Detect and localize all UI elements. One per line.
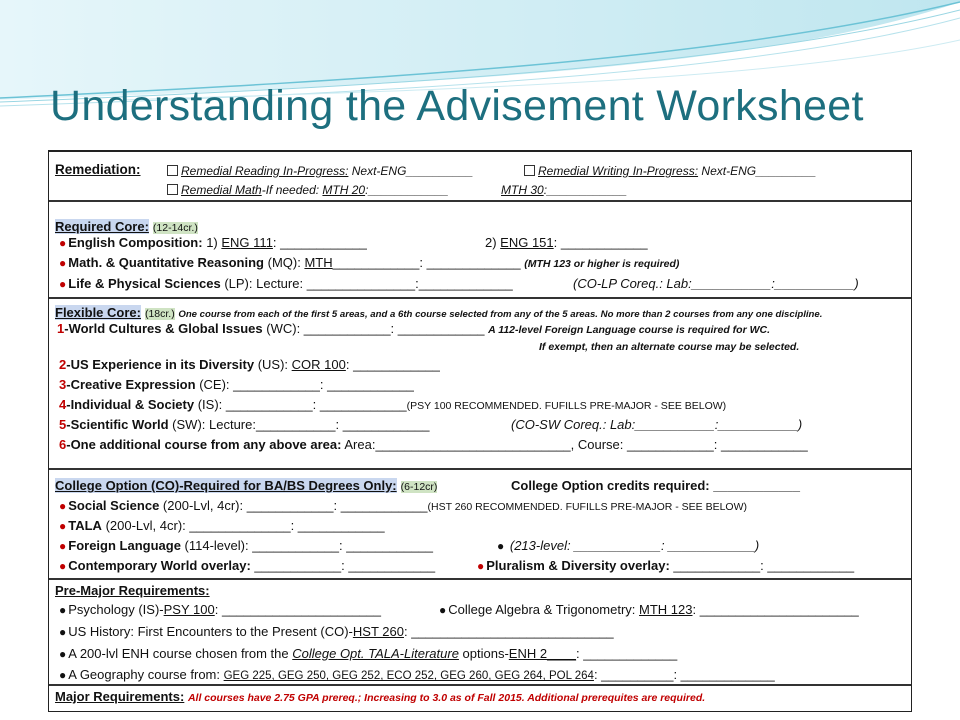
- major-row: [55, 689, 705, 706]
- pre-major-header: Pre-Major Requirements:: [55, 583, 210, 598]
- tala-blanks[interactable]: (200-Lvl, 4cr): ______________: ____________: [101, 518, 385, 533]
- major-section: [49, 686, 911, 712]
- pluralism-blanks[interactable]: ____________: ____________: [669, 558, 855, 573]
- psychology-course: PSY 100: [163, 602, 215, 617]
- us-row: [59, 357, 440, 373]
- is-label: -Individual & Society: [66, 397, 195, 412]
- advisement-worksheet: [48, 150, 912, 712]
- is-blanks[interactable]: (IS): ____________: ____________: [194, 397, 407, 412]
- life-sciences-row: [59, 276, 513, 292]
- sw-blanks[interactable]: (SW): Lecture:___________: ____________: [168, 417, 430, 432]
- geography-blanks[interactable]: : __________: _____________: [593, 667, 775, 682]
- ce-number: 3: [59, 377, 67, 392]
- us-number: 2: [59, 357, 67, 372]
- wc-note-2: If exempt, then an alternate course may be selected.: [539, 341, 800, 353]
- social-science-note: (HST 260 RECOMMENDED. FUFILLS PRE-MAJOR - SEE BELOW): [427, 501, 748, 513]
- english-comp-label: English Composition:: [68, 235, 203, 250]
- is-row: [59, 397, 726, 414]
- foreign-language-label: Foreign Language: [68, 538, 181, 553]
- mth20-label: MTH 20: [322, 183, 366, 197]
- bullet-icon: ●: [59, 499, 67, 513]
- bullet-icon: ●: [59, 256, 67, 270]
- math-note: (MTH 123 or higher is required): [524, 258, 680, 270]
- algebra-label: College Algebra & Trigonometry:: [448, 602, 640, 617]
- remediation-header: Remediation:: [55, 162, 141, 177]
- remedial-math-checkbox[interactable]: [167, 184, 178, 195]
- life-sciences-lecture[interactable]: (LP): Lecture: _______________:_____________: [220, 276, 513, 291]
- wc-number: 1: [57, 321, 65, 336]
- math-label: Math. & Quantitative Reasoning: [68, 255, 264, 270]
- ce-blanks[interactable]: (CE): ____________: ____________: [195, 377, 414, 392]
- tala-row: [59, 518, 385, 534]
- us-label: -US Experience in its Diversity: [66, 357, 255, 372]
- remedial-math-row: [167, 182, 449, 198]
- enh-course[interactable]: ENH 2____: [508, 646, 577, 661]
- psychology-blank[interactable]: : ______________________: [214, 602, 382, 617]
- remedial-math-if: -If needed:: [261, 183, 320, 197]
- us-history-course: HST 260: [352, 624, 404, 639]
- mth30-row: [501, 182, 627, 198]
- additional-blanks[interactable]: Area:___________________________, Course: ____________: ____________: [341, 437, 808, 452]
- wc-note: A 112-level Foreign Language course is required for WC.: [488, 324, 770, 336]
- additional-row: [59, 437, 808, 453]
- slide-title: Understanding the Advisement Worksheet: [50, 82, 864, 130]
- algebra-row: [439, 602, 859, 618]
- remediation-section: [49, 152, 911, 202]
- us-history-row: [59, 624, 614, 640]
- remedial-reading-row: [167, 163, 473, 179]
- mth20-blank[interactable]: :____________: [365, 183, 449, 197]
- remedial-writing-label: Remedial Writing In-Progress:: [538, 164, 699, 178]
- enh-label: A 200-lvl ENH course chosen from the: [68, 646, 293, 661]
- college-option-header-row: [55, 478, 437, 495]
- major-header: Major Requirements:: [55, 689, 185, 704]
- bullet-icon: ●: [59, 519, 67, 533]
- bullet-icon: ●: [59, 668, 67, 682]
- math-mth: MTH: [304, 255, 333, 270]
- ce-row: [59, 377, 414, 393]
- additional-label: -One additional course from any above area:: [66, 437, 342, 452]
- psychology-row: [59, 602, 381, 618]
- college-option-section: [49, 470, 911, 580]
- bullet-icon: ●: [59, 647, 67, 661]
- contemporary-world-row: [59, 558, 435, 574]
- social-science-label: Social Science: [68, 498, 160, 513]
- is-number: 4: [59, 397, 67, 412]
- college-option-credits-required[interactable]: College Option credits required: ____________: [511, 478, 801, 493]
- required-core-credits: (12-14cr.): [152, 222, 198, 234]
- pre-major-section: [49, 580, 911, 686]
- bullet-icon: ●: [59, 603, 67, 617]
- enh-row: [59, 646, 677, 662]
- is-note: (PSY 100 RECOMMENDED. FUFILLS PRE-MAJOR - SEE BELOW): [406, 400, 727, 412]
- wc-blanks[interactable]: (WC): ____________: ____________: [262, 321, 485, 336]
- additional-number: 6: [59, 437, 67, 452]
- pluralism-label: Pluralism & Diversity overlay:: [486, 558, 670, 573]
- foreign-language-blanks[interactable]: (114-level): ____________: ____________: [180, 538, 433, 553]
- geography-label: A Geography course from:: [68, 667, 224, 682]
- flexible-core-section: [49, 299, 911, 470]
- flexible-core-credits: (18cr.): [144, 308, 175, 320]
- english-2: 2): [485, 235, 501, 250]
- bullet-icon: ●: [59, 559, 67, 573]
- life-coreq[interactable]: (CO-LP Coreq.: Lab:___________:___________): [573, 276, 859, 291]
- psychology-label: Psychology (IS)-: [68, 602, 164, 617]
- college-option-header: College Option (CO)-Required for BA/BS Degrees Only:: [55, 478, 397, 493]
- us-history-blank[interactable]: : ____________________________: [403, 624, 614, 639]
- algebra-blank[interactable]: : ______________________: [692, 602, 859, 617]
- bullet-icon: ●: [59, 625, 67, 639]
- remedial-writing-next: Next-ENG_________: [698, 164, 817, 178]
- pluralism-row: [477, 558, 854, 574]
- bullet-icon: ●: [497, 539, 505, 553]
- bullet-icon: ●: [59, 539, 67, 553]
- bullet-icon: ●: [59, 277, 67, 291]
- mth30-label: MTH 30: [501, 183, 544, 197]
- flexible-core-header: Flexible Core:: [55, 305, 141, 320]
- life-sciences-label: Life & Physical Sciences: [68, 276, 221, 291]
- remedial-writing-row: [524, 163, 816, 179]
- college-option-credits: (6-12cr): [400, 481, 438, 493]
- required-core-section: [49, 202, 911, 299]
- enh-italic: College Opt. TALA-Literature: [292, 646, 459, 661]
- sw-row: [59, 417, 429, 433]
- contemporary-world-blanks[interactable]: ____________: ____________: [250, 558, 436, 573]
- tala-label: TALA: [68, 518, 102, 533]
- english-2-row: [485, 235, 648, 251]
- remedial-reading-checkbox[interactable]: [167, 165, 178, 176]
- sw-coreq[interactable]: (CO-SW Coreq.: Lab:___________:___________): [511, 417, 803, 432]
- mth30-blank[interactable]: :____________: [543, 183, 628, 197]
- remedial-writing-checkbox[interactable]: [524, 165, 535, 176]
- required-core-header: Required Core:: [55, 219, 149, 234]
- required-core-header-row: [55, 219, 198, 236]
- english-1: 1): [202, 235, 222, 250]
- us-blank[interactable]: : ____________: [345, 357, 440, 372]
- enh-mid: options-: [458, 646, 509, 661]
- math-blanks[interactable]: ____________: _____________: [332, 255, 521, 270]
- math-code: (MQ):: [264, 255, 305, 270]
- remedial-reading-next: Next-ENG__________: [348, 164, 474, 178]
- us-code: (US):: [254, 357, 292, 372]
- eng111-label: ENG 111: [221, 235, 273, 250]
- sw-label: -Scientific World: [66, 417, 169, 432]
- english-comp-row: [59, 235, 367, 251]
- bullet-icon: ●: [59, 236, 67, 250]
- bullet-icon: ●: [439, 603, 447, 617]
- social-science-row: [59, 498, 747, 515]
- remedial-math-label: Remedial Math: [181, 183, 262, 197]
- eng151-label: ENG 151: [500, 235, 554, 250]
- social-science-blanks[interactable]: (200-Lvl, 4cr): ____________: ____________: [159, 498, 428, 513]
- wc-label: -World Cultures & Global Issues: [64, 321, 263, 336]
- math-row: [59, 255, 679, 272]
- us-history-label: US History: First Encounters to the Present (CO)-: [68, 624, 353, 639]
- bullet-icon: ●: [477, 559, 485, 573]
- eng111-blank[interactable]: : ____________: [272, 235, 367, 250]
- remedial-reading-label: Remedial Reading In-Progress:: [181, 164, 349, 178]
- enh-blank[interactable]: : _____________: [576, 646, 678, 661]
- sw-number: 5: [59, 417, 67, 432]
- geography-row: [59, 667, 775, 684]
- ce-label: -Creative Expression: [66, 377, 196, 392]
- contemporary-world-label: Contemporary World overlay:: [68, 558, 251, 573]
- foreign-language-213[interactable]: (213-level: ____________: ____________): [509, 538, 760, 553]
- foreign-language-row: [59, 538, 433, 554]
- flexible-core-note: One course from each of the first 5 areas, and a 6th course selected from any of the 5 areas. No more than 2 courses from any one discipline.: [178, 309, 823, 320]
- algebra-course: MTH 123: [639, 602, 693, 617]
- us-course: COR 100: [291, 357, 346, 372]
- geography-courses: GEG 225, GEG 250, GEG 252, ECO 252, GEG 260, GEG 264, POL 264: [223, 670, 594, 682]
- wc-row: [57, 321, 770, 338]
- foreign-language-213-row: [497, 538, 759, 554]
- eng151-blank[interactable]: : ____________: [553, 235, 648, 250]
- major-note: All courses have 2.75 GPA prereq.; Increasing to 3.0 as of Fall 2015. Additional prerequites are required.: [187, 692, 706, 704]
